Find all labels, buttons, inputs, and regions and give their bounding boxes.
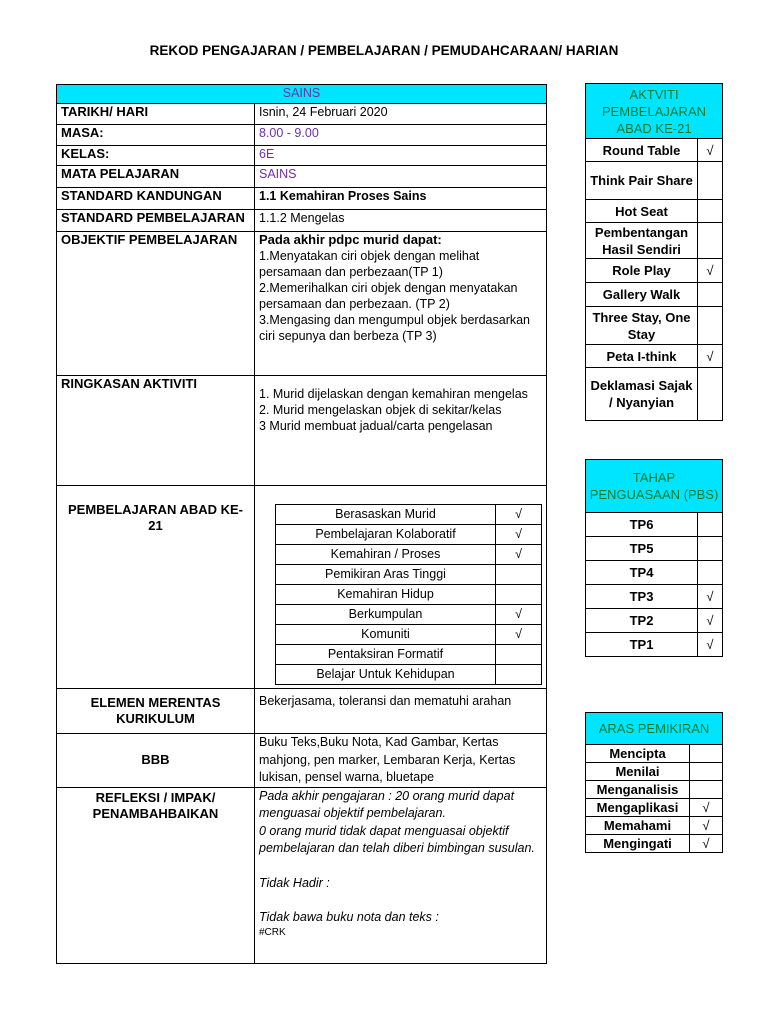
abad21-content (255, 486, 547, 689)
tahap-check-mark: √ (698, 609, 723, 633)
ringkasan-item: 1. Murid dijelaskan dengan kemahiran mengelas (259, 387, 528, 401)
abad21-row (276, 545, 542, 565)
standard-kandungan-value: 1.1 Kemahiran Proses Sains (255, 188, 547, 210)
aras-row (586, 781, 723, 799)
refleksi-text: 0 orang murid tidak dapat menguasai objektif pembelajaran dan telah diberi bimbingan susulan. (259, 823, 535, 855)
abad21-check-mark: √ (496, 545, 542, 565)
abad21-row (276, 605, 542, 625)
aras-check-mark: √ (690, 799, 723, 817)
abad21-check-mark: √ (496, 525, 542, 545)
bbb-value: Buku Teks,Buku Nota, Kad Gambar, Kertas mahjong, pen marker, Lembaran Kerja, Kertas lukisan, pensel warna, bluetape (255, 734, 547, 788)
aktiviti-check-mark: √ (698, 139, 723, 162)
aktiviti-row (586, 200, 723, 223)
objektif-label: OBJEKTIF PEMBELAJARAN (57, 232, 255, 376)
aktiviti-row (586, 162, 723, 200)
aras-item-label: Memahami (586, 817, 690, 835)
aras-table (585, 712, 723, 853)
aktiviti-row (586, 139, 723, 162)
subject-header: SAINS (57, 85, 547, 104)
aktiviti-check-mark (698, 200, 723, 223)
aras-item-label: Mengaplikasi (586, 799, 690, 817)
aktiviti-table (585, 83, 723, 421)
abad21-row (276, 665, 542, 685)
refleksi-text: Tidak Hadir : (259, 875, 330, 890)
tarikh-value: Isnin, 24 Februari 2020 (255, 104, 547, 125)
aktiviti-check-mark: √ (698, 259, 723, 283)
tahap-table (585, 459, 723, 657)
abad21-row (276, 525, 542, 545)
tahap-item-label: TP5 (586, 537, 698, 561)
aktiviti-item-label: Deklamasi Sajak / Nyanyian (586, 368, 698, 421)
abad21-item-label: Berkumpulan (276, 605, 496, 625)
abad21-label: PEMBELAJARAN ABAD KE-21 (57, 486, 255, 689)
aras-row (586, 745, 723, 763)
tahap-row (586, 585, 723, 609)
abad21-item-label: Berasaskan Murid (276, 505, 496, 525)
mata-pelajaran-value: SAINS (255, 166, 547, 188)
aras-row (586, 835, 723, 853)
tarikh-label: TARIKH/ HARI (57, 104, 255, 125)
abad21-check-mark (496, 665, 542, 685)
tahap-item-label: TP1 (586, 633, 698, 657)
emk-value: Bekerjasama, toleransi dan mematuhi arahan (255, 689, 547, 734)
objektif-intro: Pada akhir pdpc murid dapat: (259, 232, 442, 247)
standard-pembelajaran-value: 1.1.2 Mengelas (255, 210, 547, 232)
aktiviti-row (586, 223, 723, 259)
tahap-header: TAHAP PENGUASAAN (PBS) (586, 460, 723, 513)
aktiviti-row (586, 368, 723, 421)
aktiviti-item-label: Role Play (586, 259, 698, 283)
abad21-check-mark (496, 645, 542, 665)
standard-pembelajaran-label: STANDARD PEMBELAJARAN (57, 210, 255, 232)
aktiviti-header: AKTVITI PEMBELAJARAN ABAD KE-21 (586, 84, 723, 139)
aras-item-label: Menganalisis (586, 781, 690, 799)
ringkasan-item: 3 Murid membuat jadual/carta pengelasan (259, 419, 493, 433)
abad21-row (276, 505, 542, 525)
tahap-check-mark (698, 513, 723, 537)
aras-item-label: Mengingati (586, 835, 690, 853)
tahap-item-label: TP2 (586, 609, 698, 633)
abad21-item-label: Pentaksiran Formatif (276, 645, 496, 665)
bbb-label: BBB (57, 734, 255, 788)
aras-check-mark: √ (690, 835, 723, 853)
aktiviti-item-label: Three Stay, One Stay (586, 307, 698, 345)
aktiviti-check-mark (698, 223, 723, 259)
tahap-check-mark: √ (698, 633, 723, 657)
tahap-item-label: TP4 (586, 561, 698, 585)
abad21-item-label: Pembelajaran Kolaboratif (276, 525, 496, 545)
abad21-checklist (275, 504, 542, 685)
abad21-row (276, 565, 542, 585)
tahap-check-mark: √ (698, 585, 723, 609)
abad21-check-mark: √ (496, 625, 542, 645)
abad21-item-label: Komuniti (276, 625, 496, 645)
aras-header: ARAS PEMIKIRAN (586, 713, 723, 745)
aktiviti-check-mark (698, 307, 723, 345)
aras-item-label: Menilai (586, 763, 690, 781)
aktiviti-check-mark (698, 162, 723, 200)
aktiviti-item-label: Round Table (586, 139, 698, 162)
aktiviti-row (586, 283, 723, 307)
abad21-row (276, 625, 542, 645)
aktiviti-row (586, 307, 723, 345)
tahap-row (586, 609, 723, 633)
aktiviti-item-label: Peta I-think (586, 345, 698, 368)
abad21-item-label: Belajar Untuk Kehidupan (276, 665, 496, 685)
aktiviti-check-mark: √ (698, 345, 723, 368)
refleksi-text: Tidak bawa buku nota dan teks : (259, 910, 439, 924)
aktiviti-item-label: Hot Seat (586, 200, 698, 223)
ringkasan-label: RINGKASAN AKTIVITI (57, 376, 255, 486)
objektif-content (255, 232, 547, 376)
aras-item-label: Mencipta (586, 745, 690, 763)
kelas-label: KELAS: (57, 146, 255, 166)
ringkasan-item: 2. Murid mengelaskan objek di sekitar/kelas (259, 403, 502, 417)
tahap-item-label: TP6 (586, 513, 698, 537)
aktiviti-item-label: Gallery Walk (586, 283, 698, 307)
aras-check-mark: √ (690, 817, 723, 835)
objektif-item: 1.Menyatakan ciri objek dengan melihat persamaan dan perbezaan(TP 1) (259, 249, 480, 279)
refleksi-tag: #CRK (259, 926, 286, 938)
lesson-record-table (56, 84, 547, 964)
abad21-item-label: Kemahiran / Proses (276, 545, 496, 565)
ringkasan-content (255, 376, 547, 486)
tahap-row (586, 561, 723, 585)
abad21-check-mark: √ (496, 605, 542, 625)
masa-label: MASA: (57, 125, 255, 146)
emk-label: ELEMEN MERENTAS KURIKULUM (57, 689, 255, 734)
mata-pelajaran-label: MATA PELAJARAN (57, 166, 255, 188)
tahap-row (586, 537, 723, 561)
refleksi-label: REFLEKSI / IMPAK/ PENAMBAHBAIKAN (57, 787, 255, 963)
aktiviti-check-mark (698, 283, 723, 307)
aktiviti-row (586, 345, 723, 368)
tahap-row (586, 633, 723, 657)
aktiviti-item-label: Think Pair Share (586, 162, 698, 200)
aras-check-mark (690, 763, 723, 781)
objektif-item: 2.Memerihalkan ciri objek dengan menyatakan persamaan dan perbezaan. (TP 2) (259, 281, 518, 311)
tahap-check-mark (698, 537, 723, 561)
abad21-check-mark (496, 585, 542, 605)
abad21-item-label: Kemahiran Hidup (276, 585, 496, 605)
kelas-value: 6E (255, 146, 547, 166)
aras-check-mark (690, 745, 723, 763)
tahap-row (586, 513, 723, 537)
abad21-check-mark: √ (496, 505, 542, 525)
aktiviti-check-mark (698, 368, 723, 421)
aras-row (586, 763, 723, 781)
abad21-row (276, 645, 542, 665)
refleksi-content (255, 787, 547, 963)
aktiviti-item-label: Pembentangan Hasil Sendiri (586, 223, 698, 259)
tahap-check-mark (698, 561, 723, 585)
objektif-item: 3.Mengasing dan mengumpul objek berdasarkan ciri sepunya dan berbeza (TP 3) (259, 313, 531, 343)
abad21-item-label: Pemikiran Aras Tinggi (276, 565, 496, 585)
tahap-item-label: TP3 (586, 585, 698, 609)
aras-row (586, 817, 723, 835)
aras-row (586, 799, 723, 817)
aras-check-mark (690, 781, 723, 799)
masa-value: 8.00 - 9.00 (255, 125, 547, 146)
abad21-row (276, 585, 542, 605)
aktiviti-row (586, 259, 723, 283)
abad21-check-mark (496, 565, 542, 585)
standard-kandungan-label: STANDARD KANDUNGAN (57, 188, 255, 210)
refleksi-text: Pada akhir pengajaran : 20 orang murid dapat menguasai objektif pembelajaran. (259, 788, 515, 820)
page-title: REKOD PENGAJARAN / PEMBELAJARAN / PEMUDAHCARAAN/ HARIAN (149, 43, 619, 58)
